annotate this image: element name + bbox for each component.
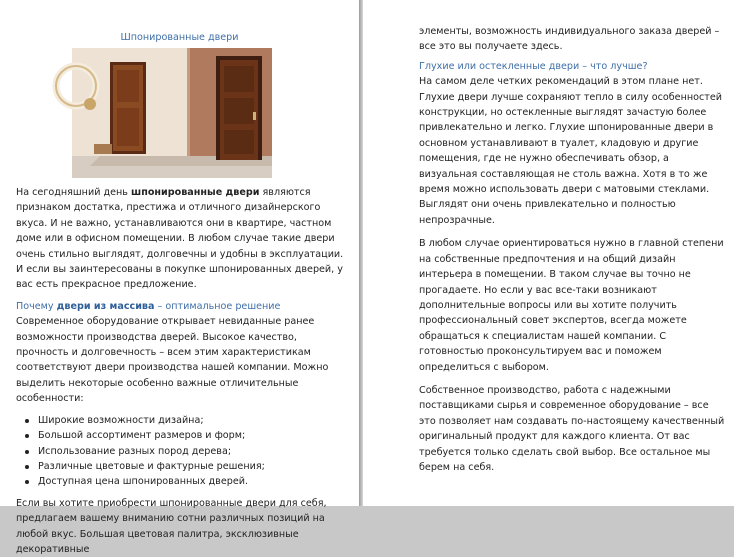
purchase-paragraph: Если вы хотите приобрести шпонированные двери для себя, предлагаем вашему вниманию сотни различных позиций на любой вкус. Большая цветовая палитра, эксклюзивные декоративные [16, 497, 327, 555]
left-page [0, 0, 359, 555]
list-item: Доступная цена шпонированных дверей. [16, 474, 346, 489]
continuation-paragraph: элементы, возможность индивидуального заказа дверей – все это вы получаете здесь. [419, 26, 720, 53]
features-list [16, 413, 346, 490]
intro-paragraph: На сегодняшний день шпонированные двери являются признаком достатка, престижа и отличного дизайнерского вкуса. И не важно, устанавливаются они в квартире, частном доме или в офисном помещении. В любом случае такие двери очень стильно выглядят, долговечны и удобны в эксплуатации. И если вы заинтересованы в покупке шпонированных дверей, у вас есть прекрасное предложение. [16, 187, 344, 291]
list-item: Большой ассортимент размеров и форм; [16, 428, 346, 443]
list-item: Широкие возможности дизайна; [16, 413, 346, 428]
features-paragraph: Современное оборудование открывает невиданные ранее возможности производства дверей. Высокое качество, прочность и долговечность – всем этим характеристикам соответствуют двери производства нашей компании. Можно выделить некоторые особенно важные отличительные особенности: [16, 316, 329, 405]
production-paragraph: Собственное производство, работа с надежными поставщиками сырья и современное оборудование – все это позволяет нам создавать по-настоящему качественный оригинальный продукт для каждого клиента. От вас требуется только сделать свой выбор. Все остальное мы берем на себя. [419, 384, 725, 473]
glass-paragraph: На самом деле четких рекомендаций в этом плане нет. Глухие двери лучше сохраняют тепло в силу особенностей конструкции, но остекленные выглядят зачастую более привлекательно и легко. Глухие шпонированные двери в основном устанавливают в туалет, кладовую и другие помещения, где не нужно обеспечивать обзор, а визуальная составляющая не столь важна. Хотя в то же время можно использовать двери с матовыми стеклами. Выглядят они очень привлекательно и полностью непрозрачные. [419, 76, 722, 226]
image-caption: Шпонированные двери [120, 32, 239, 43]
doors-photo [72, 48, 272, 178]
section-heading-massive: Почему двери из массива – оптимальное решение [16, 300, 281, 312]
preferences-paragraph: В любом случае ориентироваться нужно в главной степени на собственные предпочтения и на общий дизайн интерьера в помещении. В таком случае вы точно не прогадаете. Но если у вас все-таки возникают дополнительные вопросы или вы хотите получить профессиональный совет экспертов, всегда можете обращаться к специалистам нашей компании. С готовностью проконсультируем вас и поможем определиться с выбором. [419, 238, 724, 373]
section-heading-glass: Глухие или остекленные двери – что лучше? [419, 60, 648, 72]
list-item: Использование разных пород дерева; [16, 444, 346, 459]
right-page [363, 0, 734, 506]
list-item: Различные цветовые и фактурные решения; [16, 459, 346, 474]
